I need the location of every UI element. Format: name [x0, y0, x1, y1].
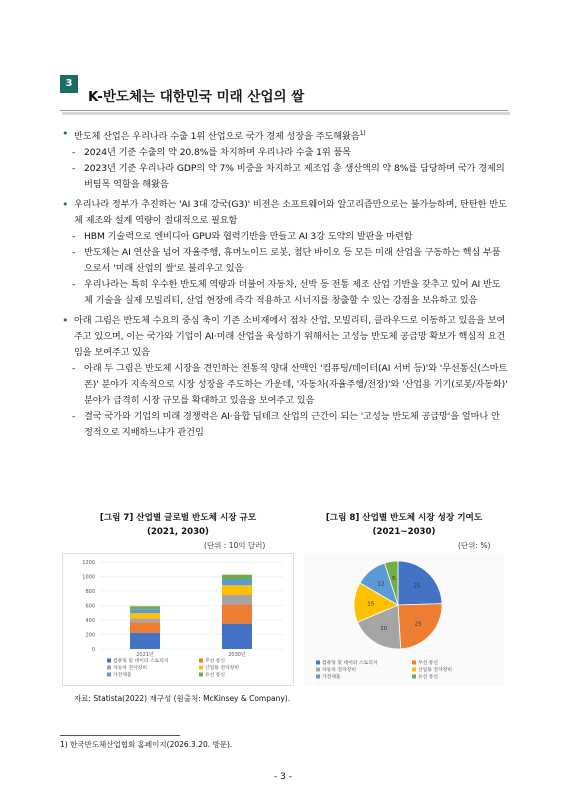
legend-swatch — [412, 675, 416, 679]
legend-swatch — [316, 661, 320, 665]
section-divider — [60, 110, 508, 111]
pie-data-label: 20 — [380, 626, 388, 633]
legend-swatch — [199, 666, 203, 670]
pie-data-label: 15 — [367, 601, 375, 608]
section-divider-shadow — [62, 112, 510, 115]
y-tick-label: 200 — [85, 632, 95, 639]
figure-source: 자료: Statista(2022) 재구성 (원출처: McKinsey & Company). — [74, 694, 291, 703]
bar-segment — [130, 622, 160, 633]
paragraph: • 우리나라 정부가 추진하는 'AI 3대 강국(G3)' 비전은 소프트웨어와 알고리즘만으로는 불가능하며, 탄탄한 반도체 제조와 설계 역량이 절대적으로 필요함 — [60, 197, 508, 229]
legend-swatch — [107, 673, 111, 677]
section-title: K-반도체는 대한민국 미래 산업의 쌀 — [88, 89, 305, 105]
legend-swatch — [107, 666, 111, 670]
legend-swatch — [199, 659, 203, 663]
bar-segment — [222, 624, 252, 649]
y-tick-label: 0 — [91, 647, 95, 653]
pie-data-label: 25 — [414, 621, 422, 628]
figure8-title: [그림 8] 산업별 반도체 시장 성장 기여도 (2021~2030) — [325, 513, 483, 537]
paragraph: - HBM 기술력으로 엔비디아 GPU와 협력기반을 만들고 AI 3강 도약의 발판을 마련함 — [60, 229, 508, 245]
legend-label: 무선 통신 — [418, 661, 439, 666]
figure7-chart — [62, 553, 294, 686]
y-tick-label: 1200 — [82, 560, 95, 566]
bar-segment — [222, 595, 252, 604]
x-tick-label: 2021년 — [136, 652, 154, 658]
pie-data-label: 25 — [413, 583, 421, 590]
y-tick-label: 400 — [85, 618, 95, 624]
legend-label: 가전제품 — [322, 675, 341, 680]
paragraph: • 반도체 산업은 우리나라 수출 1위 산업으로 국가 경제 성장을 주도해왔음$^{1)}$ — [60, 126, 508, 145]
legend-label: 가전제품 — [113, 673, 132, 678]
legend-label: 산업용 전자장비 — [205, 666, 239, 671]
bar-segment — [130, 619, 160, 623]
y-tick-label: 1000 — [82, 574, 95, 581]
bar-segment — [222, 585, 252, 595]
bar-segment — [222, 604, 252, 623]
legend-swatch — [316, 675, 320, 679]
legend-swatch — [412, 661, 416, 665]
footnote-divider — [60, 735, 180, 736]
legend-swatch — [412, 668, 416, 672]
figure7-title: [그림 7] 산업별 글로벌 반도체 시장 규모 (2021, 2030) — [99, 513, 257, 537]
figure8-unit: (단위: %) — [458, 541, 491, 550]
legend-label: 자동차 전자장비 — [113, 666, 147, 671]
legend-swatch — [107, 659, 111, 663]
paragraph: - 2023년 기준 우리나라 GDP의 약 7% 비중을 차지하고 제조업 총 생산액의 약 8%를 담당하며 국가 경제의 버팀목 역할을 해왔음 — [60, 161, 508, 193]
legend-swatch — [199, 673, 203, 677]
paragraph: - 반도체는 AI 연산을 넘어 자율주행, 휴머노이드 로봇, 첨단 바이오 등 모든 미래 산업을 구동하는 핵심 부품으로서 '미래 산업의 쌀'로 불리우고 있음 — [60, 245, 508, 277]
page-number: - 3 - — [274, 772, 292, 782]
x-tick-label: 2030년 — [228, 652, 246, 658]
pie-data-label: 5 — [392, 576, 396, 583]
paragraph: - 2024년 기준 수출의 약 20.8%를 차지하며 우리나라 수출 1위 품목 — [60, 145, 508, 161]
pie-data-label: 12 — [377, 581, 385, 588]
footnote: 1) 한국반도체산업협회 홈페이지(2026.3.20. 방문). — [60, 740, 233, 749]
bar-segment — [130, 613, 160, 618]
y-tick-label: 800 — [85, 589, 95, 595]
bar-segment — [130, 609, 160, 613]
legend-label: 컴퓨팅 및 데이터 스토리지 — [113, 659, 169, 664]
figure7-unit: (단위 : 10억 달러) — [204, 541, 266, 550]
section-number: 3 — [60, 75, 78, 93]
legend-label: 컴퓨팅 및 데이터 스토리지 — [322, 661, 378, 666]
bar-segment — [222, 575, 252, 579]
paragraph: - 우리나라는 특히 우수한 반도체 역량과 더불어 자동차, 선박 등 전통 제조 산업 기반을 갖추고 있어 AI 반도체 기술을 실제 모빌리티, 산업 현장에 즉각 적용하고 시너지를 창출할 수 있는 강점을 보유하고 있음 — [60, 277, 508, 309]
paragraph: - 결국 국가와 기업의 미래 경쟁력은 AI·융합 딥테크 산업의 근간이 되는 '고성능 반도체 공급망'을 얼마나 안정적으로 지배하느냐가 관건임 — [60, 409, 508, 441]
legend-label: 산업용 전자장비 — [418, 668, 452, 673]
figure8-chart — [304, 553, 504, 686]
legend-label: 무선 통신 — [205, 659, 226, 664]
bar-segment — [130, 606, 160, 609]
legend-label: 유선 통신 — [205, 673, 226, 678]
legend-label: 자동차 전자장비 — [322, 668, 356, 673]
legend-swatch — [316, 668, 320, 672]
stacked-bar-chart — [63, 554, 293, 685]
pie-chart — [304, 553, 504, 686]
y-tick-label: 600 — [85, 603, 95, 610]
bar-segment — [130, 633, 160, 649]
paragraph: - 아래 두 그림은 반도체 시장을 견인하는 전통적 양대 산맥인 '컴퓨팅/데이터(AI 서버 등)'와 '무선통신(스마트폰)' 분야가 지속적으로 시장 성장을 주도하는 가운데, '자동차(자율주행/전장)'와 '산업용 기기(로봇/자동화)' 분야가 급격히 시장 규모를 확대하고 있음을 보여주고 있음 — [60, 361, 508, 409]
body-text — [60, 122, 508, 441]
paragraph: • 아래 그림은 반도체 수요의 중심 축이 기존 소비재에서 점차 산업, 모빌리티, 클라우드로 이동하고 있음을 보여주고 있으며, 이는 국가와 기업이 AI·미래 산업을 육성하기 위해서는 고성능 반도체 공급망 확보가 핵심적 요건임을 보여주고 있음 — [60, 313, 508, 361]
bar-segment — [222, 579, 252, 585]
legend-label: 유선 통신 — [418, 675, 439, 680]
